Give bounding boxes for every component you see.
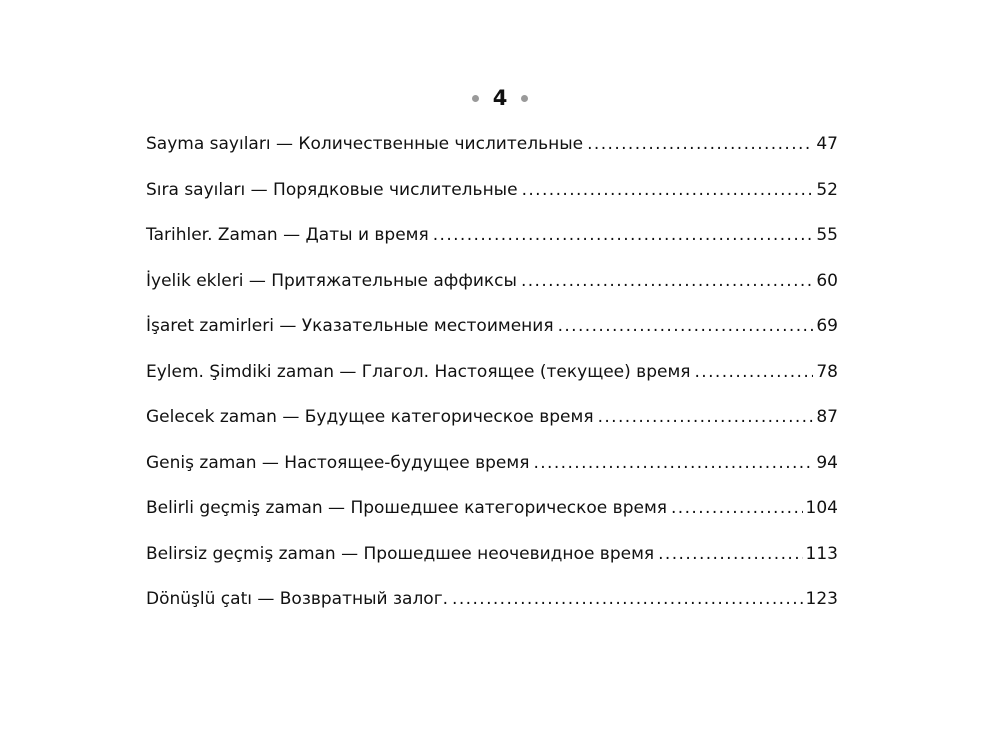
dot-leader bbox=[671, 490, 803, 526]
toc-entry bbox=[146, 172, 838, 218]
dot-leader bbox=[521, 263, 813, 299]
toc-entry-title: Dönüşlü çatı — Возвратный залог. bbox=[146, 589, 449, 609]
toc-entry-page: 113 bbox=[805, 543, 838, 564]
toc-entry-page: 60 bbox=[816, 270, 838, 291]
toc-entry-title: Belirsiz geçmiş zaman — Прошедшее неочевидное время bbox=[146, 543, 655, 564]
dot-leader bbox=[587, 126, 813, 162]
toc-entry-title: Eylem. Şimdiki zaman — Глагол. Настоящее (текущее) время bbox=[146, 361, 691, 382]
toc-entry bbox=[146, 399, 838, 445]
toc-entry bbox=[146, 581, 838, 627]
dot-leader bbox=[452, 581, 803, 617]
table-of-contents bbox=[146, 126, 838, 627]
toc-entry bbox=[146, 536, 838, 582]
toc-entry-page: 69 bbox=[816, 316, 838, 336]
toc-entry-page: 55 bbox=[816, 225, 838, 245]
toc-entry-title: Belirli geçmiş zaman — Прошедшее категорическое время bbox=[146, 498, 667, 518]
toc-entry-page: 94 bbox=[816, 452, 838, 473]
toc-entry-page: 123 bbox=[805, 589, 838, 609]
toc-entry-title: İyelik ekleri — Притяжательные аффиксы bbox=[146, 270, 517, 291]
toc-entry-page: 47 bbox=[816, 134, 838, 154]
dot-leader bbox=[558, 308, 814, 344]
toc-entry-title: Gelecek zaman — Будущее категорическое время bbox=[146, 407, 594, 427]
dot-leader bbox=[533, 445, 813, 481]
dot-leader bbox=[658, 536, 802, 572]
toc-entry-title: Sayma sayıları — Количественные числительные bbox=[146, 134, 584, 154]
page-number: 4 bbox=[492, 86, 508, 110]
toc-entry-page: 78 bbox=[816, 361, 838, 382]
page-header bbox=[0, 84, 1000, 112]
bullet-dot-icon bbox=[472, 95, 479, 102]
dot-leader bbox=[522, 172, 814, 208]
dot-leader bbox=[598, 399, 814, 435]
toc-entry-title: Tarihler. Zaman — Даты и время bbox=[146, 225, 429, 245]
toc-entry-title: Geniş zaman — Настоящее-будущее время bbox=[146, 452, 530, 473]
dot-leader bbox=[433, 217, 814, 253]
toc-entry bbox=[146, 217, 838, 263]
toc-entry-page: 52 bbox=[816, 179, 838, 200]
toc-entry bbox=[146, 263, 838, 309]
toc-entry bbox=[146, 354, 838, 400]
toc-entry-title: Sıra sayıları — Порядковые числительные bbox=[146, 179, 518, 200]
toc-entry-title: İşaret zamirleri — Указательные местоимения bbox=[146, 316, 554, 336]
toc-entry bbox=[146, 126, 838, 172]
dot-leader bbox=[695, 354, 814, 390]
toc-entry-page: 87 bbox=[816, 407, 838, 427]
toc-entry bbox=[146, 308, 838, 354]
bullet-dot-icon bbox=[521, 95, 528, 102]
toc-entry bbox=[146, 445, 838, 491]
toc-entry-page: 104 bbox=[805, 498, 838, 518]
toc-entry bbox=[146, 490, 838, 536]
